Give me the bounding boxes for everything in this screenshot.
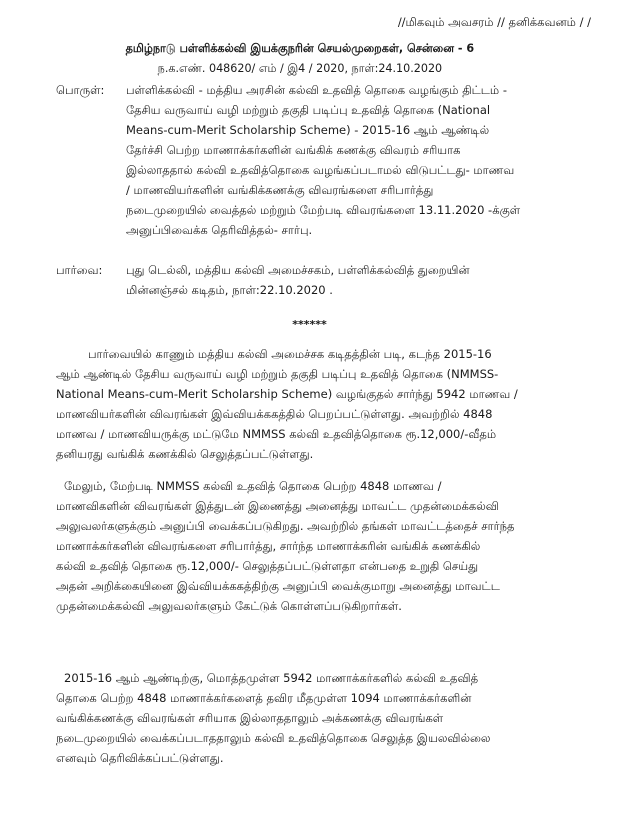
paragraph-line: எனவும் தெரிவிக்கப்பட்டுள்ளது. <box>56 751 224 765</box>
subject-line: தேசிய வருவாய் வழி மற்றும் தகுதி படிப்பு உதவித் தொகை (National <box>126 103 491 117</box>
paragraph-line: வங்கிக்கணக்கு விவரங்கள் சரியாக இல்லாததாலும் அக்கணக்கு விவரங்கள் <box>56 711 444 725</box>
paragraph-line: பார்வையில் காணும் மத்திய கல்வி அமைச்சக கடிதத்தின் படி, கடந்த 2015-16 <box>88 347 492 361</box>
reference-number: ந.க.எண். 048620/ எம் / இ4 / 2020, நாள்:24.10.2020 <box>157 61 443 75</box>
paragraph-line: National Means-cum-Merit Scholarship Scheme) வழங்குதல் சார்ந்து 5942 மாணவ / <box>56 387 518 401</box>
paragraph-2 <box>56 476 515 616</box>
urgency-note: //மிகவும் அவசரம் // தனிக்கவனம் / / <box>397 15 591 29</box>
separator: ****** <box>292 318 327 331</box>
paragraph-line: அதன் அறிக்கையினை இவ்வியக்ககத்திற்கு அனுப்பி வைக்குமாறு அனைத்து மாவட்ட <box>56 579 500 593</box>
paragraph-line: ஆம் ஆண்டில் தேசிய வருவாய் வழி மற்றும் தகுதி படிப்பு உதவித் தொகை (NMMSS- <box>56 367 499 381</box>
paragraph-3 <box>56 668 490 768</box>
paragraph-line: 2015-16 ஆம் ஆண்டிற்கு, மொத்தமுள்ள 5942 மாணாக்கர்களில் கல்வி உதவித் <box>64 671 479 685</box>
paragraph-line: அலுவலர்களுக்கும் அனுப்பி வைக்கப்படுகிறது. அவற்றில் தங்கள் மாவட்டத்தைச் சார்ந்த <box>56 519 515 533</box>
reference-line: புது டெல்லி, மத்திய கல்வி அமைச்சகம், பள்ளிக்கல்வித் துறையின் <box>126 263 470 277</box>
paragraph-line: மாணாக்கர்களின் விவரங்களை சரிபார்த்து, சார்ந்த மாணாக்கரின் வங்கிக் கணக்கில் <box>56 539 481 553</box>
paragraph-line: கல்வி உதவித் தொகை ரூ.12,000/- செலுத்தப்பட்டுள்ளதா என்பதை உறுதி செய்து <box>56 559 479 573</box>
subject-line: நடைமுறையில் வைத்தல் மற்றும் மேற்படி விவரங்களை 13.11.2020 -க்குள் <box>126 203 521 217</box>
subject-line: Means-cum-Merit Scholarship Scheme) - 2015-16 ஆம் ஆண்டில் <box>126 123 490 137</box>
paragraph-line: முதன்மைக்கல்வி அலுவலர்களும் கேட்டுக் கொள்ளப்படுகிறார்கள். <box>56 599 402 613</box>
paragraph-line: மேலும், மேற்படி NMMSS கல்வி உதவித் தொகை பெற்ற 4848 மாணவ / <box>64 479 442 493</box>
paragraph-1 <box>56 344 518 464</box>
paragraph-line: மாணவிகளின் விவரங்கள் இத்துடன் இணைத்து அனைத்து மாவட்ட முதன்மைக்கல்வி <box>56 499 499 513</box>
office-title: தமிழ்நாடு பள்ளிக்கல்வி இயக்குநரின் செயல்முறைகள், சென்னை - 6 <box>125 41 475 55</box>
subject-line: இல்லாததால் கல்வி உதவித்தொகை வழங்கப்படாமல் விடுபட்டது- மாணவ <box>126 163 515 177</box>
reference-label: பார்வை: <box>56 263 103 277</box>
subject-line: தேர்ச்சி பெற்ற மாணாக்கர்களின் வங்கிக் கணக்கு விவரம் சரியாக <box>126 143 461 157</box>
subject-line: / மாணவியர்களின் வங்கிக்கணக்கு விவரங்களை சரிபார்த்து <box>126 183 434 197</box>
subject-label: பொருள்: <box>56 83 105 97</box>
reference-text <box>126 260 470 300</box>
paragraph-line: மாணவியர்களின் விவரங்கள் இவ்வியக்ககத்தில் பெறப்பட்டுள்ளது. அவற்றில் 4848 <box>56 407 493 421</box>
subject-line: அனுப்பிவைக்க தெரிவித்தல்- சார்பு. <box>126 223 313 237</box>
paragraph-line: தொகை பெற்ற 4848 மாணாக்கர்களைத் தவிர மீதமுள்ள 1094 மாணாக்கர்களின் <box>56 691 472 705</box>
paragraph-line: மாணவ / மாணவியருக்கு மட்டுமே NMMSS கல்வி உதவித்தொகை ரூ.12,000/-வீதம் <box>56 427 497 441</box>
subject-text <box>126 80 520 240</box>
paragraph-line: தனியரது வங்கிக் கணக்கில் செலுத்தப்பட்டுள்ளது. <box>56 447 314 461</box>
paragraph-line: நடைமுறையில் வைக்கப்படாததாலும் கல்வி உதவித்தொகை செலுத்த இயலவில்லை <box>56 731 491 745</box>
reference-line: மின்னஞ்சல் கடிதம், நாள்:22.10.2020 . <box>126 283 333 297</box>
subject-line: பள்ளிக்கல்வி - மத்திய அரசின் கல்வி உதவித் தொகை வழங்கும் திட்டம் - <box>126 83 507 97</box>
